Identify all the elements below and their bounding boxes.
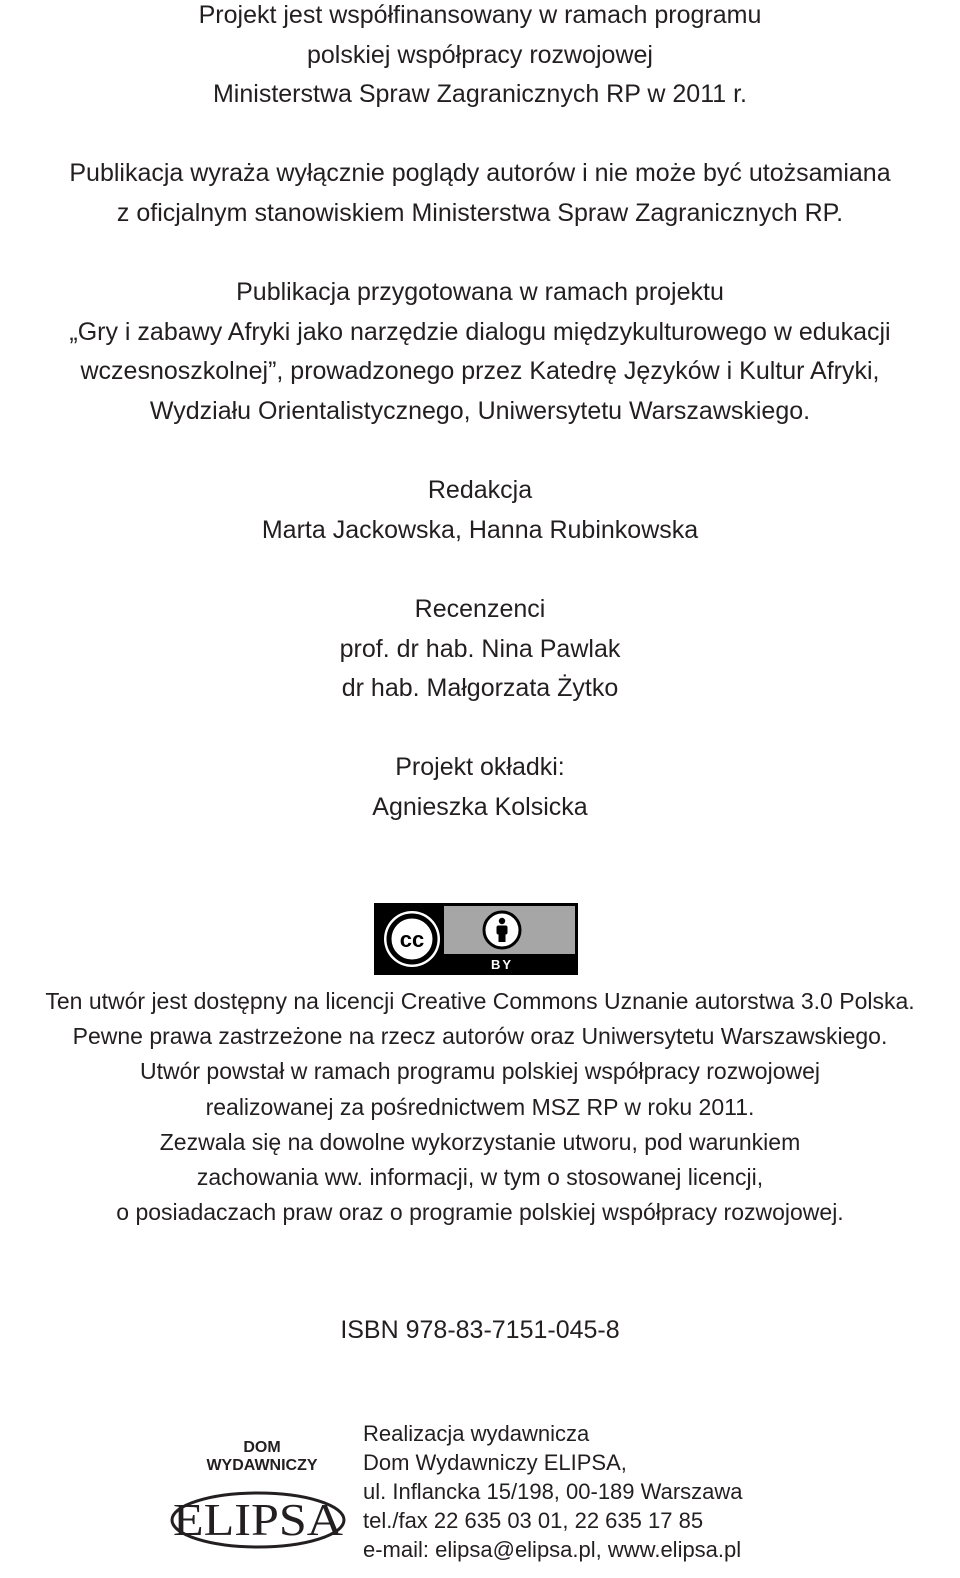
project-info-line: Publikacja przygotowana w ramach projektu [236, 278, 724, 306]
license-line: realizowanej za pośrednictwem MSZ RP w roku 2011. [205, 1093, 755, 1120]
publisher-info-line: Realizacja wydawnicza [363, 1421, 590, 1446]
funding-notice-line: Ministerstwa Spraw Zagranicznych RP w 2011 r. [212, 80, 747, 108]
publisher-phone: tel./fax 22 635 03 01, 22 635 17 85 [363, 1508, 704, 1533]
logo-line-2: WYDAWNICZY [206, 1457, 318, 1474]
license-line: o posiadaczach praw oraz o programie polskiej współpracy rozwojowej. [116, 1199, 844, 1226]
funding-notice-line: polskiej współpracy rozwojowej [307, 40, 653, 69]
license-line: zachowania ww. informacji, w tym o stosowanej licencji, [196, 1163, 764, 1190]
cc-by-license-badge [374, 903, 578, 975]
funding-notice [0, 0, 960, 115]
svg-text:cc: cc [399, 927, 425, 952]
project-info [0, 273, 960, 431]
funding-notice-line: Projekt jest współfinansowany w ramach programu [198, 1, 762, 29]
license-text [0, 984, 960, 1230]
cover-heading: Projekt okładki: [395, 753, 565, 781]
reviewers-heading: Recenzenci [414, 595, 546, 623]
isbn: ISBN 978-83-7151-045-8 [340, 1316, 620, 1344]
editors-section [0, 471, 960, 550]
cover-designer-name: Agnieszka Kolsicka [372, 792, 588, 821]
project-info-line: „Gry i zabawy Afryki jako narzędzie dialogu międzykulturowego w edukacji [69, 317, 891, 346]
license-line: Zezwala się na dowolne wykorzystanie utworu, pod warunkiem [159, 1128, 801, 1155]
license-line: Ten utwór jest dostępny na licencji Creative Commons Uznanie autorstwa 3.0 Polska. [45, 988, 915, 1014]
disclaimer [0, 154, 960, 233]
reviewer-name: prof. dr hab. Nina Pawlak [339, 634, 621, 663]
cover-section [0, 748, 960, 827]
cc-icon [384, 911, 440, 967]
publisher-info-line: Dom Wydawniczy ELIPSA, [363, 1450, 627, 1475]
publisher-contact: e-mail: elipsa@elipsa.pl, www.elipsa.pl [363, 1537, 742, 1562]
license-line: Pewne prawa zastrzeżone na rzecz autorów oraz Uniwersytetu Warszawskiego. [72, 1023, 888, 1050]
reviewer-name: dr hab. Małgorzata Żytko [341, 674, 619, 702]
logo-line-1: DOM [243, 1439, 281, 1456]
editors-names: Marta Jackowska, Hanna Rubinkowska [261, 515, 699, 544]
disclaimer-line: z oficjalnym stanowiskiem Ministerstwa Spraw Zagranicznych RP. [116, 198, 844, 227]
editors-heading: Redakcja [427, 476, 533, 504]
logo-name: ELIPSA [173, 1494, 343, 1545]
by-label: BY [490, 957, 514, 972]
project-info-line: wczesnoszkolnej”, prowadzonego przez Katedrę Języków i Kultur Afryki, [80, 357, 880, 385]
publisher-info [363, 1419, 743, 1564]
project-info-line: Wydziału Orientalistycznego, Uniwersytetu Warszawskiego. [149, 396, 811, 425]
reviewers-section [0, 590, 960, 709]
attribution-person-icon [484, 912, 520, 948]
disclaimer-line: Publikacja wyraża wyłącznie poglądy autorów i nie może być utożsamiana [69, 159, 891, 187]
publisher-address: ul. Inflancka 15/198, 00-189 Warszawa [363, 1479, 743, 1504]
publisher-logo [170, 1433, 350, 1553]
license-line: Utwór powstał w ramach programu polskiej współpracy rozwojowej [139, 1058, 821, 1085]
